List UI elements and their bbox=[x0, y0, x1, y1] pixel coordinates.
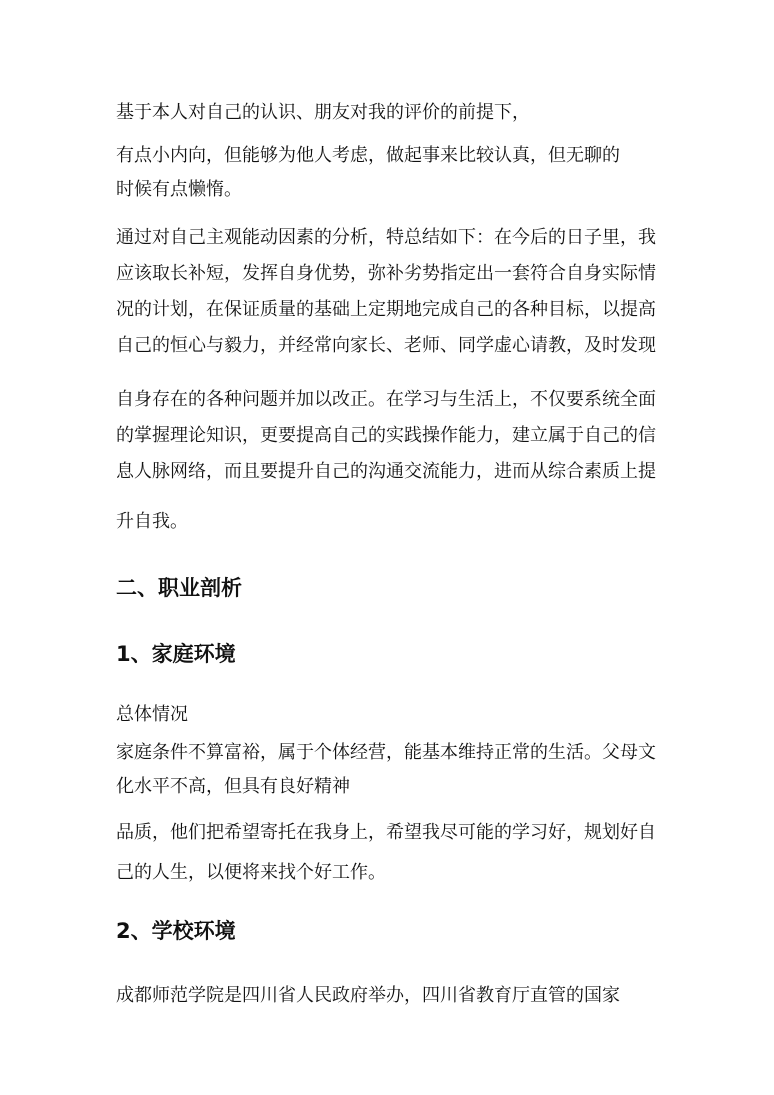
section-heading-career-analysis: 二、职业剖析 bbox=[116, 576, 242, 600]
intro-line-1: 基于本人对自己的认识、朋友对我的评价的前提下， bbox=[116, 102, 530, 123]
family-subheading: 总体情况 bbox=[116, 704, 188, 725]
summary-line-6: 的掌握理论知识，更要提高自己的实践操作能力，建立属于自己的信 bbox=[116, 425, 656, 446]
family-line-2: 化水平不高，但具有良好精神 bbox=[116, 776, 350, 797]
summary-line-5: 自身存在的各种问题并加以改正。在学习与生活上，不仅要系统全面 bbox=[116, 389, 656, 410]
family-line-3: 品质，他们把希望寄托在我身上，希望我尽可能的学习好，规划好自 bbox=[116, 822, 656, 843]
summary-line-2: 应该取长补短，发挥自身优势，弥补劣势指定出一套符合自身实际情 bbox=[116, 263, 656, 284]
section-heading-school-environment: 2、学校环境 bbox=[116, 919, 236, 943]
summary-line-1: 通过对自己主观能动因素的分析，特总结如下：在今后的日子里，我 bbox=[116, 227, 656, 248]
school-line-1: 成都师范学院是四川省人民政府举办，四川省教育厅直管的国家 bbox=[116, 985, 620, 1006]
family-line-1: 家庭条件不算富裕，属于个体经营，能基本维持正常的生活。父母文 bbox=[116, 742, 656, 763]
summary-line-4: 自己的恒心与毅力，并经常向家长、老师、同学虚心请教，及时发现 bbox=[116, 335, 656, 356]
summary-line-7: 息人脉网络，而且要提升自己的沟通交流能力，进而从综合素质上提 bbox=[116, 461, 656, 482]
summary-line-8: 升自我。 bbox=[116, 511, 188, 532]
section-heading-family-environment: 1、家庭环境 bbox=[116, 642, 236, 666]
intro-line-2: 有点小内向，但能够为他人考虑，做起事来比较认真，但无聊的 bbox=[116, 145, 620, 166]
intro-line-3: 时候有点懒惰。 bbox=[116, 179, 242, 200]
summary-line-3: 况的计划，在保证质量的基础上定期地完成自己的各种目标，以提高 bbox=[116, 299, 656, 320]
family-line-4: 己的人生，以便将来找个好工作。 bbox=[116, 862, 386, 883]
